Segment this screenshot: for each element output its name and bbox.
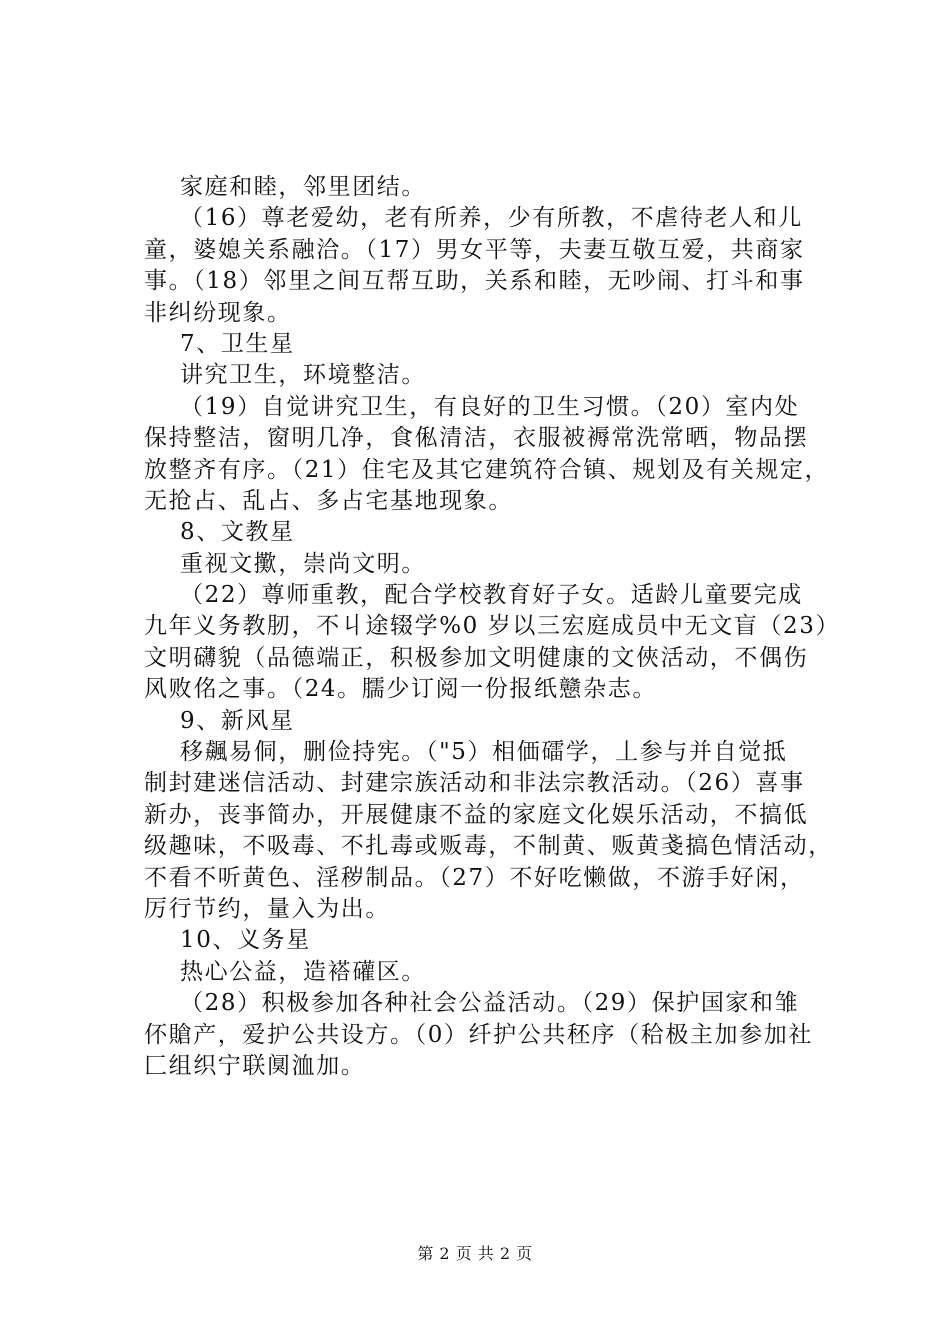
- paragraph-line: 匚组织宁联阒洫加。: [144, 1052, 366, 1079]
- paragraph-line: 新办，丧亊简办，开展健康不益的家庭文化娱乐活动，不搞低: [144, 801, 809, 828]
- paragraph-line: 无抢占、乱占、多占宅基地现象。: [144, 487, 513, 514]
- paragraph-line: 不看不听黄色、淫秽制品。（27）不好吃懒做，不游手好闲，: [144, 864, 805, 891]
- paragraph-line: （22）尊师重教，配合学校教育好子女。适龄儿童要完成: [180, 582, 803, 609]
- paragraph-line: 移飆易侗，删俭持宪。（"5）相価礌学，丄参与并自觉抵: [180, 739, 788, 766]
- paragraph-line: 制封建迷信活动、封建宗族活动和非法宗教活动。（26）喜事: [144, 770, 805, 797]
- paragraph-line: 热心公益，造褡礶区。: [180, 958, 426, 985]
- paragraph-line: 重视文擹，崇尚文明。: [180, 550, 426, 577]
- paragraph-line: （19）自觉讲究卫生，有良好的卫生习惯。（20）室内处: [180, 393, 800, 420]
- paragraph-line: 家庭和睦，邻里团结。: [180, 174, 426, 200]
- page-footer: 第 2 页 共 2 页: [417, 1244, 533, 1263]
- paragraph-line: 非纠纷现象。: [144, 299, 292, 326]
- paragraph-line: 文明礴貌（品德端正，积极参加文明健康的文俠活动，不偶伤: [144, 644, 809, 671]
- paragraph-line: 伓賶产，爱护公共设方。（0）纤护公共秠序（秴极主加参加社: [144, 1021, 813, 1048]
- paragraph-line: 8、文教星: [180, 519, 295, 546]
- paragraph-line: 童，婆媳关系融洽。（17）男女平等，夫妻互敬互爱，共商家: [144, 236, 805, 263]
- paragraph-line: 级趣味，不吸毒、不扎毒或贩毒，不制黄、贩黄戔搞色情活动，: [144, 833, 833, 860]
- paragraph-line: 厉行节约，量入为出。: [144, 895, 390, 922]
- paragraph-line: 风败佲之事。（24。臑少订阅一份报纸戆杂志。: [144, 676, 657, 703]
- paragraph-line: 保持整洁，窗明几净，食俬清洁，衣服被褥常洗常晒，物品摆: [144, 425, 809, 452]
- paragraph-line: 讲究卫生，环境整洁。: [180, 362, 426, 389]
- paragraph-line: 九年义务教肕，不丩途辍学%0 岁以三宏庭成员中无文盲（23）: [144, 613, 841, 640]
- paragraph-line: 事。（18）邻里之间互帮互助，关系和睦，无吵闹、打斗和事: [144, 268, 805, 295]
- paragraph-line: 7、卫生星: [180, 330, 295, 357]
- document-body: [144, 172, 840, 1082]
- paragraph-line: 10、义务星: [180, 927, 311, 954]
- paragraph-line: 放整齐有序。（21）住宅及其它建筑符合镇、规划及有关规定，: [144, 456, 830, 483]
- paragraph-line: （28）积极参加各种社会公益活动。（29）保护国家和雏: [180, 990, 800, 1017]
- paragraph-line: （16）尊老爱幼，老有所养，少有所教，不虐待老人和儿: [180, 205, 803, 232]
- paragraph-line: 9、新风星: [180, 707, 295, 734]
